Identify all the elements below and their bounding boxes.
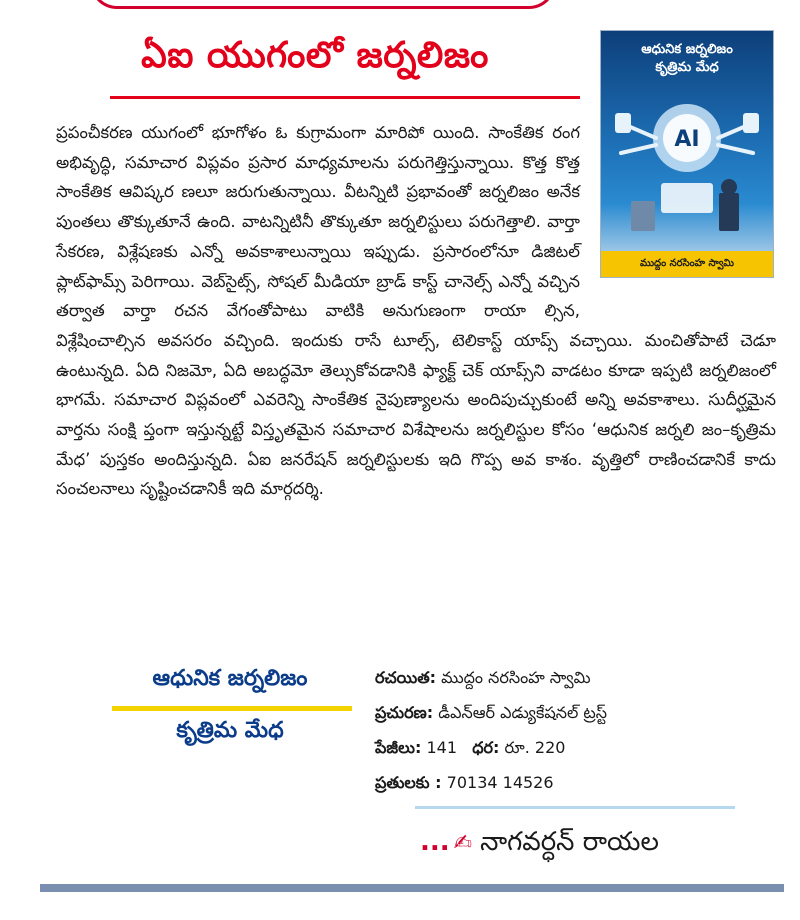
book-cover-art-text: AI bbox=[674, 127, 700, 152]
byline-name: నాగవర్ధన్ రాయల bbox=[480, 827, 659, 857]
author-label: రచయిత: bbox=[375, 668, 437, 687]
price-value: రూ. 220 bbox=[504, 738, 566, 757]
body-line: సాంకేతిక నైపుణ్యాలను అందిపుచ్చుకుంటే అన్ని అవకాశాలు. సుదీర్ఘమైన వార్తను సంక్షి bbox=[56, 390, 777, 440]
copies-label: ప్రతులకు : bbox=[375, 773, 442, 792]
author-value: ముద్దం నరసింహ స్వామి bbox=[441, 668, 591, 687]
cover-float-space bbox=[580, 118, 776, 298]
copies-value: 70134 14526 bbox=[446, 773, 554, 792]
footer-bar bbox=[40, 884, 784, 892]
body-line: కాశం. వృత్తిలో రాణించడానికే కాదు సంచలనాలు సృష్టించడానికీ ఇది మార్గదర్శి. bbox=[56, 449, 776, 499]
body-line: ప్తంగా ఇస్తున్నట్టే విస్తృతమైన సమాచార విశేషాలను జర్నలిస్టుల కోసం ‘ఆధునిక జర్నలి bbox=[143, 420, 695, 440]
top-decorative-arc bbox=[90, 0, 556, 9]
price-label: ధర: bbox=[472, 738, 500, 757]
body-line: కాస్ట్ చానెల్స్ ఎన్నో వచ్చిన తర్వాత వార్తా రచన వేగంతోపాటు వాటికి అనుగుణంగా రాయా bbox=[56, 271, 580, 321]
byline-separator bbox=[415, 806, 735, 809]
article-headline: ఏఐ యుగంలో జర్నలిజం bbox=[141, 35, 489, 76]
pen-icon: ✍ bbox=[453, 831, 473, 856]
copies-row bbox=[375, 765, 775, 800]
book-cover-title-line1: ఆధునిక జర్నలిజం bbox=[641, 42, 733, 57]
body-line: మాధ్యమాలను పరుగెత్తిస్తున్నాయి. కొత్త కొత్త సాంకేతిక ఆవిష్కర bbox=[56, 152, 580, 202]
pages-value: 141 bbox=[426, 738, 457, 757]
publisher-label: ప్రచురణ: bbox=[375, 703, 434, 722]
body-line: ఇప్పుడు. ప్రసారంలోనూ డిజిటల్ ప్లాట్‌ఫామ్స్ పెరిగాయి. వెబ్‌సైట్స్, సోషల్ మీడియా బ్రాడ్ bbox=[56, 241, 580, 291]
publisher-value: డీఎన్‌ఆర్ ఎడ్యుకేషనల్ ట్రస్ట్ bbox=[438, 703, 607, 722]
headline-rule bbox=[110, 96, 580, 99]
book-name-line2: కృత్రిమ మేధ bbox=[176, 718, 284, 743]
byline-dots: ... bbox=[420, 827, 450, 857]
body-line: జం–కృత్రిమ మేధ’ పుస్తకం అందిస్తున్నది. ఏఐ జనరేషన్ జర్నలిస్టులకు ఇది గొప్ప అవ bbox=[56, 420, 776, 469]
body-line: యాప్స్‌ని వాడటం కూడా ఇప్పటి జర్నలిజంలో భాగమే. సమాచార విప్లవంలో ఎవరెన్ని bbox=[56, 360, 776, 410]
book-cover-title-line2: కృత్రిమ మేధ bbox=[655, 60, 719, 75]
pages-label: పేజీలు: bbox=[375, 738, 422, 757]
body-line: ణలూ జరుగుతున్నాయి. వీటన్నిటి ప్రభావంతో జర్నలిజం అనేక bbox=[181, 182, 581, 202]
article-body bbox=[56, 118, 776, 504]
body-line: పరుగెత్తాలి. వార్తా సేకరణ, విశ్లేషణకు ఎన్నో అవకాశాలున్నాయి bbox=[56, 212, 580, 261]
body-line: ప్రపంచీకరణ యుగంలో భూగోళం ఓ కుగ్రామంగా మారిపో bbox=[56, 123, 425, 142]
book-name-line1: ఆధునిక జర్నలిజం bbox=[152, 666, 308, 691]
book-cover-title bbox=[601, 41, 773, 77]
body-line: యింది. సాంకేతిక రంగ అభివృద్ధి, సమాచార విప్లవం ప్రసార bbox=[56, 123, 580, 172]
body-line: మంచితోపాటే చెడూ ఉంటున్నది. ఏది నిజమో, ఏది అబద్ధమో తెల్సుకోవడానికి ఫ్యాక్ట్ చెక్ bbox=[56, 330, 776, 380]
publisher-row bbox=[375, 695, 775, 730]
book-cover-author: ముద్దం నరసింహ స్వామి bbox=[601, 251, 773, 277]
author-row bbox=[375, 660, 775, 695]
pages-price-row bbox=[375, 730, 775, 765]
book-name-underline bbox=[112, 706, 352, 711]
body-line: పుంతలు తొక్కుతూనే ఉంది. వాటన్నిటినీ తొక్కుతూ జర్నలిస్టులు bbox=[56, 212, 463, 232]
book-details bbox=[375, 660, 775, 800]
byline bbox=[420, 822, 760, 862]
body-line: ల్సిన, విశ్లేషించాల్సిన అవసరం వచ్చింది. ఇందుకు రాసే టూల్స్, టెలికాస్ట్ యాప్స్ వచ్చాయి. bbox=[56, 301, 633, 350]
